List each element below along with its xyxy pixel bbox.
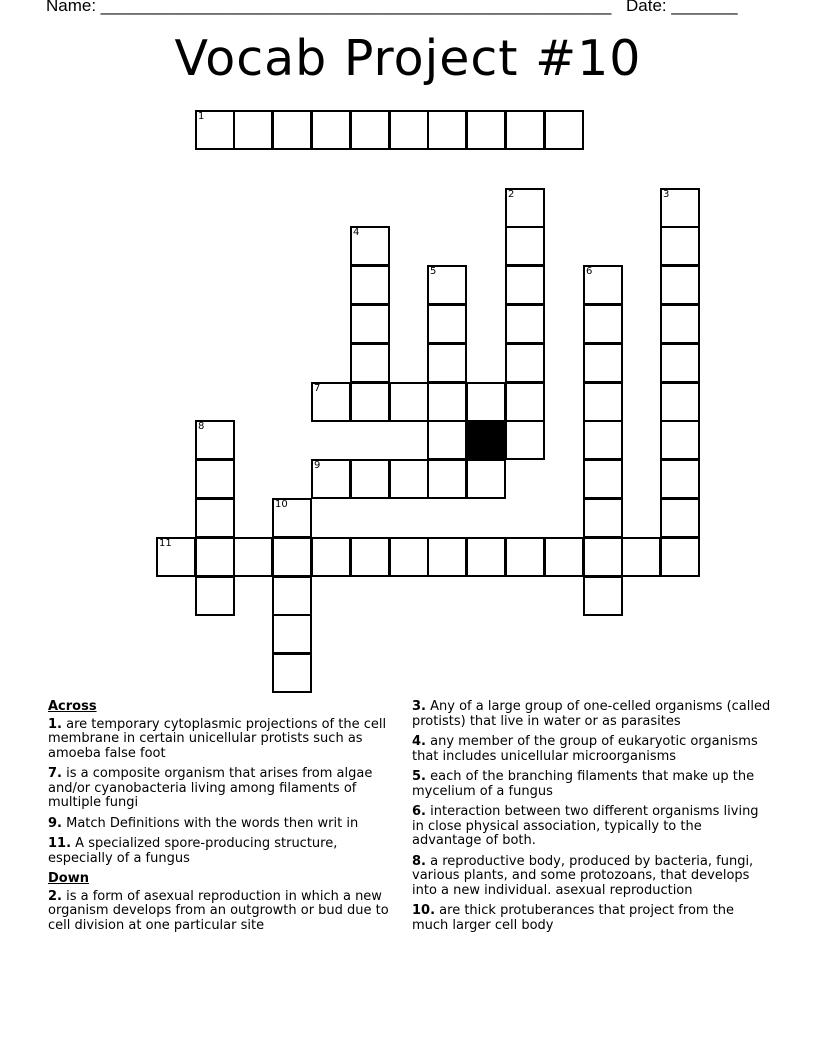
crossword-cell[interactable] bbox=[195, 537, 235, 577]
crossword-cell[interactable] bbox=[427, 420, 467, 460]
cell-number: 1 bbox=[198, 111, 205, 122]
crossword-cell[interactable] bbox=[156, 537, 196, 577]
crossword-cell[interactable] bbox=[660, 343, 700, 383]
crossword-cell[interactable] bbox=[660, 537, 700, 577]
crossword-cell[interactable] bbox=[195, 576, 235, 616]
crossword-cell[interactable] bbox=[660, 459, 700, 499]
crossword-cell[interactable] bbox=[583, 420, 623, 460]
cell-number: 10 bbox=[275, 499, 288, 510]
crossword-cell[interactable] bbox=[350, 265, 390, 305]
clue-item bbox=[48, 718, 406, 762]
crossword-cell[interactable] bbox=[272, 614, 312, 654]
clue-number: 6. bbox=[412, 804, 426, 819]
crossword-cell[interactable] bbox=[350, 459, 390, 499]
crossword-cell[interactable] bbox=[427, 382, 467, 422]
crossword-cell[interactable] bbox=[195, 110, 235, 150]
crossword-cell[interactable] bbox=[389, 459, 429, 499]
crossword-cell[interactable] bbox=[427, 343, 467, 383]
down-heading: Down bbox=[48, 871, 89, 886]
crossword-cell[interactable] bbox=[311, 110, 351, 150]
crossword-cell[interactable] bbox=[350, 110, 390, 150]
clue-text: is a composite organism that arises from algae and/or cyanobacteria living among filaments of multiple fungi bbox=[48, 766, 373, 810]
crossword-cell[interactable] bbox=[621, 537, 661, 577]
crossword-cell[interactable] bbox=[233, 110, 273, 150]
crossword-cell[interactable] bbox=[660, 382, 700, 422]
crossword-cell[interactable] bbox=[583, 265, 623, 305]
crossword-blocked-cell bbox=[466, 420, 506, 460]
cell-number: 11 bbox=[159, 538, 172, 549]
crossword-cell[interactable] bbox=[466, 537, 506, 577]
clue-item bbox=[48, 837, 406, 866]
clues-left-column bbox=[48, 700, 406, 939]
crossword-cell[interactable] bbox=[583, 304, 623, 344]
down-clue-list-continued bbox=[412, 700, 772, 933]
crossword-cell[interactable] bbox=[272, 653, 312, 693]
across-heading: Across bbox=[48, 699, 97, 714]
date-field: Date: _______ bbox=[626, 0, 738, 15]
crossword-cell[interactable] bbox=[583, 459, 623, 499]
clue-text: are thick protuberances that project from the much larger cell body bbox=[412, 903, 735, 933]
clue-number: 9. bbox=[48, 815, 62, 831]
crossword-cell[interactable] bbox=[583, 537, 623, 577]
clue-text: any member of the group of eukaryotic organisms that includes unicellular microorganisms bbox=[412, 734, 758, 764]
crossword-cell[interactable] bbox=[350, 304, 390, 344]
crossword-cell[interactable] bbox=[660, 304, 700, 344]
crossword-cell[interactable] bbox=[389, 382, 429, 422]
crossword-cell[interactable] bbox=[466, 110, 506, 150]
crossword-cell[interactable] bbox=[272, 576, 312, 616]
crossword-cell[interactable] bbox=[389, 537, 429, 577]
clue-number: 1. bbox=[48, 716, 62, 732]
crossword-cell[interactable] bbox=[660, 226, 700, 266]
clue-number: 3. bbox=[412, 699, 426, 714]
clue-text: are temporary cytoplasmic projections of the cell membrane in certain unicellular protists such as amoeba false foot bbox=[48, 716, 387, 761]
clue-number: 8. bbox=[412, 853, 426, 869]
crossword-cell[interactable] bbox=[505, 188, 545, 228]
cell-number: 2 bbox=[508, 189, 515, 200]
crossword-cell[interactable] bbox=[195, 459, 235, 499]
crossword-cell[interactable] bbox=[466, 459, 506, 499]
crossword-cell[interactable] bbox=[427, 265, 467, 305]
clue-text: is a form of asexual reproduction in which a new organism develops from an outgrowth or bud due to cell division at one particular site bbox=[48, 888, 389, 933]
crossword-cell[interactable] bbox=[389, 110, 429, 150]
crossword-cell[interactable] bbox=[466, 382, 506, 422]
clue-item bbox=[412, 855, 772, 899]
clue-text: Any of a large group of one-celled organisms (called protists) that live in water or as parasites bbox=[412, 699, 771, 729]
clues-right-column bbox=[412, 700, 772, 939]
cell-number: 3 bbox=[663, 189, 670, 200]
clue-item bbox=[412, 700, 772, 729]
clue-number: 7. bbox=[48, 766, 62, 781]
crossword-cell[interactable] bbox=[505, 382, 545, 422]
crossword-cell[interactable] bbox=[583, 382, 623, 422]
crossword-cell[interactable] bbox=[350, 382, 390, 422]
down-clue-list bbox=[48, 890, 406, 934]
crossword-cell[interactable] bbox=[233, 537, 273, 577]
crossword-cell[interactable] bbox=[583, 498, 623, 538]
clue-item bbox=[412, 805, 772, 849]
crossword-cell[interactable] bbox=[660, 265, 700, 305]
crossword-cell[interactable] bbox=[350, 343, 390, 383]
cell-number: 6 bbox=[586, 266, 593, 277]
crossword-cell[interactable] bbox=[195, 498, 235, 538]
crossword-cell[interactable] bbox=[427, 537, 467, 577]
clue-item bbox=[48, 767, 406, 811]
clue-text: a reproductive body, produced by bacteria, fungi, various plants, and some protozoans, that develops into a new individual. asexual reproduction bbox=[412, 853, 754, 898]
across-clue-list bbox=[48, 718, 406, 867]
clue-number: 4. bbox=[412, 734, 426, 749]
clue-number: 2. bbox=[48, 888, 62, 904]
clue-number: 5. bbox=[412, 769, 426, 784]
clue-text: Match Definitions with the words then writ in bbox=[61, 815, 359, 831]
crossword-cell[interactable] bbox=[505, 304, 545, 344]
crossword-cell[interactable] bbox=[505, 265, 545, 305]
clue-number: 11. bbox=[48, 836, 72, 851]
crossword-cell[interactable] bbox=[427, 459, 467, 499]
page-title: Vocab Project #10 bbox=[174, 30, 642, 87]
crossword-cell[interactable] bbox=[505, 226, 545, 266]
crossword-cell[interactable] bbox=[350, 226, 390, 266]
clue-item bbox=[412, 770, 772, 799]
crossword-cell[interactable] bbox=[660, 188, 700, 228]
crossword-cell[interactable] bbox=[544, 110, 584, 150]
crossword-cell[interactable] bbox=[583, 343, 623, 383]
crossword-cell[interactable] bbox=[505, 343, 545, 383]
clue-text: each of the branching filaments that make up the mycelium of a fungus bbox=[412, 769, 755, 799]
crossword-cell[interactable] bbox=[427, 110, 467, 150]
crossword-cell[interactable] bbox=[311, 382, 351, 422]
crossword-cell[interactable] bbox=[660, 420, 700, 460]
crossword-cell[interactable] bbox=[311, 459, 351, 499]
crossword-cell[interactable] bbox=[350, 537, 390, 577]
crossword-cell[interactable] bbox=[427, 304, 467, 344]
crossword-cell[interactable] bbox=[583, 576, 623, 616]
clue-text: A specialized spore-producing structure, especially of a fungus bbox=[48, 836, 338, 866]
crossword-cell[interactable] bbox=[272, 537, 312, 577]
crossword-cell[interactable] bbox=[272, 498, 312, 538]
clue-item bbox=[48, 817, 406, 832]
cell-number: 7 bbox=[314, 383, 321, 394]
crossword-cell[interactable] bbox=[505, 110, 545, 150]
crossword-cell[interactable] bbox=[505, 420, 545, 460]
clue-item bbox=[412, 735, 772, 764]
crossword-cell[interactable] bbox=[272, 110, 312, 150]
crossword-cell[interactable] bbox=[505, 537, 545, 577]
clue-number: 10. bbox=[412, 903, 436, 918]
clue-item bbox=[412, 904, 772, 933]
crossword-cell[interactable] bbox=[311, 537, 351, 577]
crossword-cell[interactable] bbox=[195, 420, 235, 460]
cell-number: 5 bbox=[430, 266, 437, 277]
cell-number: 8 bbox=[198, 421, 205, 432]
cell-number: 9 bbox=[314, 460, 321, 471]
crossword-cell[interactable] bbox=[660, 498, 700, 538]
clue-text: interaction between two different organisms living in close physical association, typically to the advantage of both. bbox=[412, 804, 759, 848]
cell-number: 4 bbox=[353, 227, 360, 238]
clue-item bbox=[48, 890, 406, 934]
crossword-cell[interactable] bbox=[544, 537, 584, 577]
name-field: Name: ______________________________________________________ bbox=[46, 0, 612, 15]
